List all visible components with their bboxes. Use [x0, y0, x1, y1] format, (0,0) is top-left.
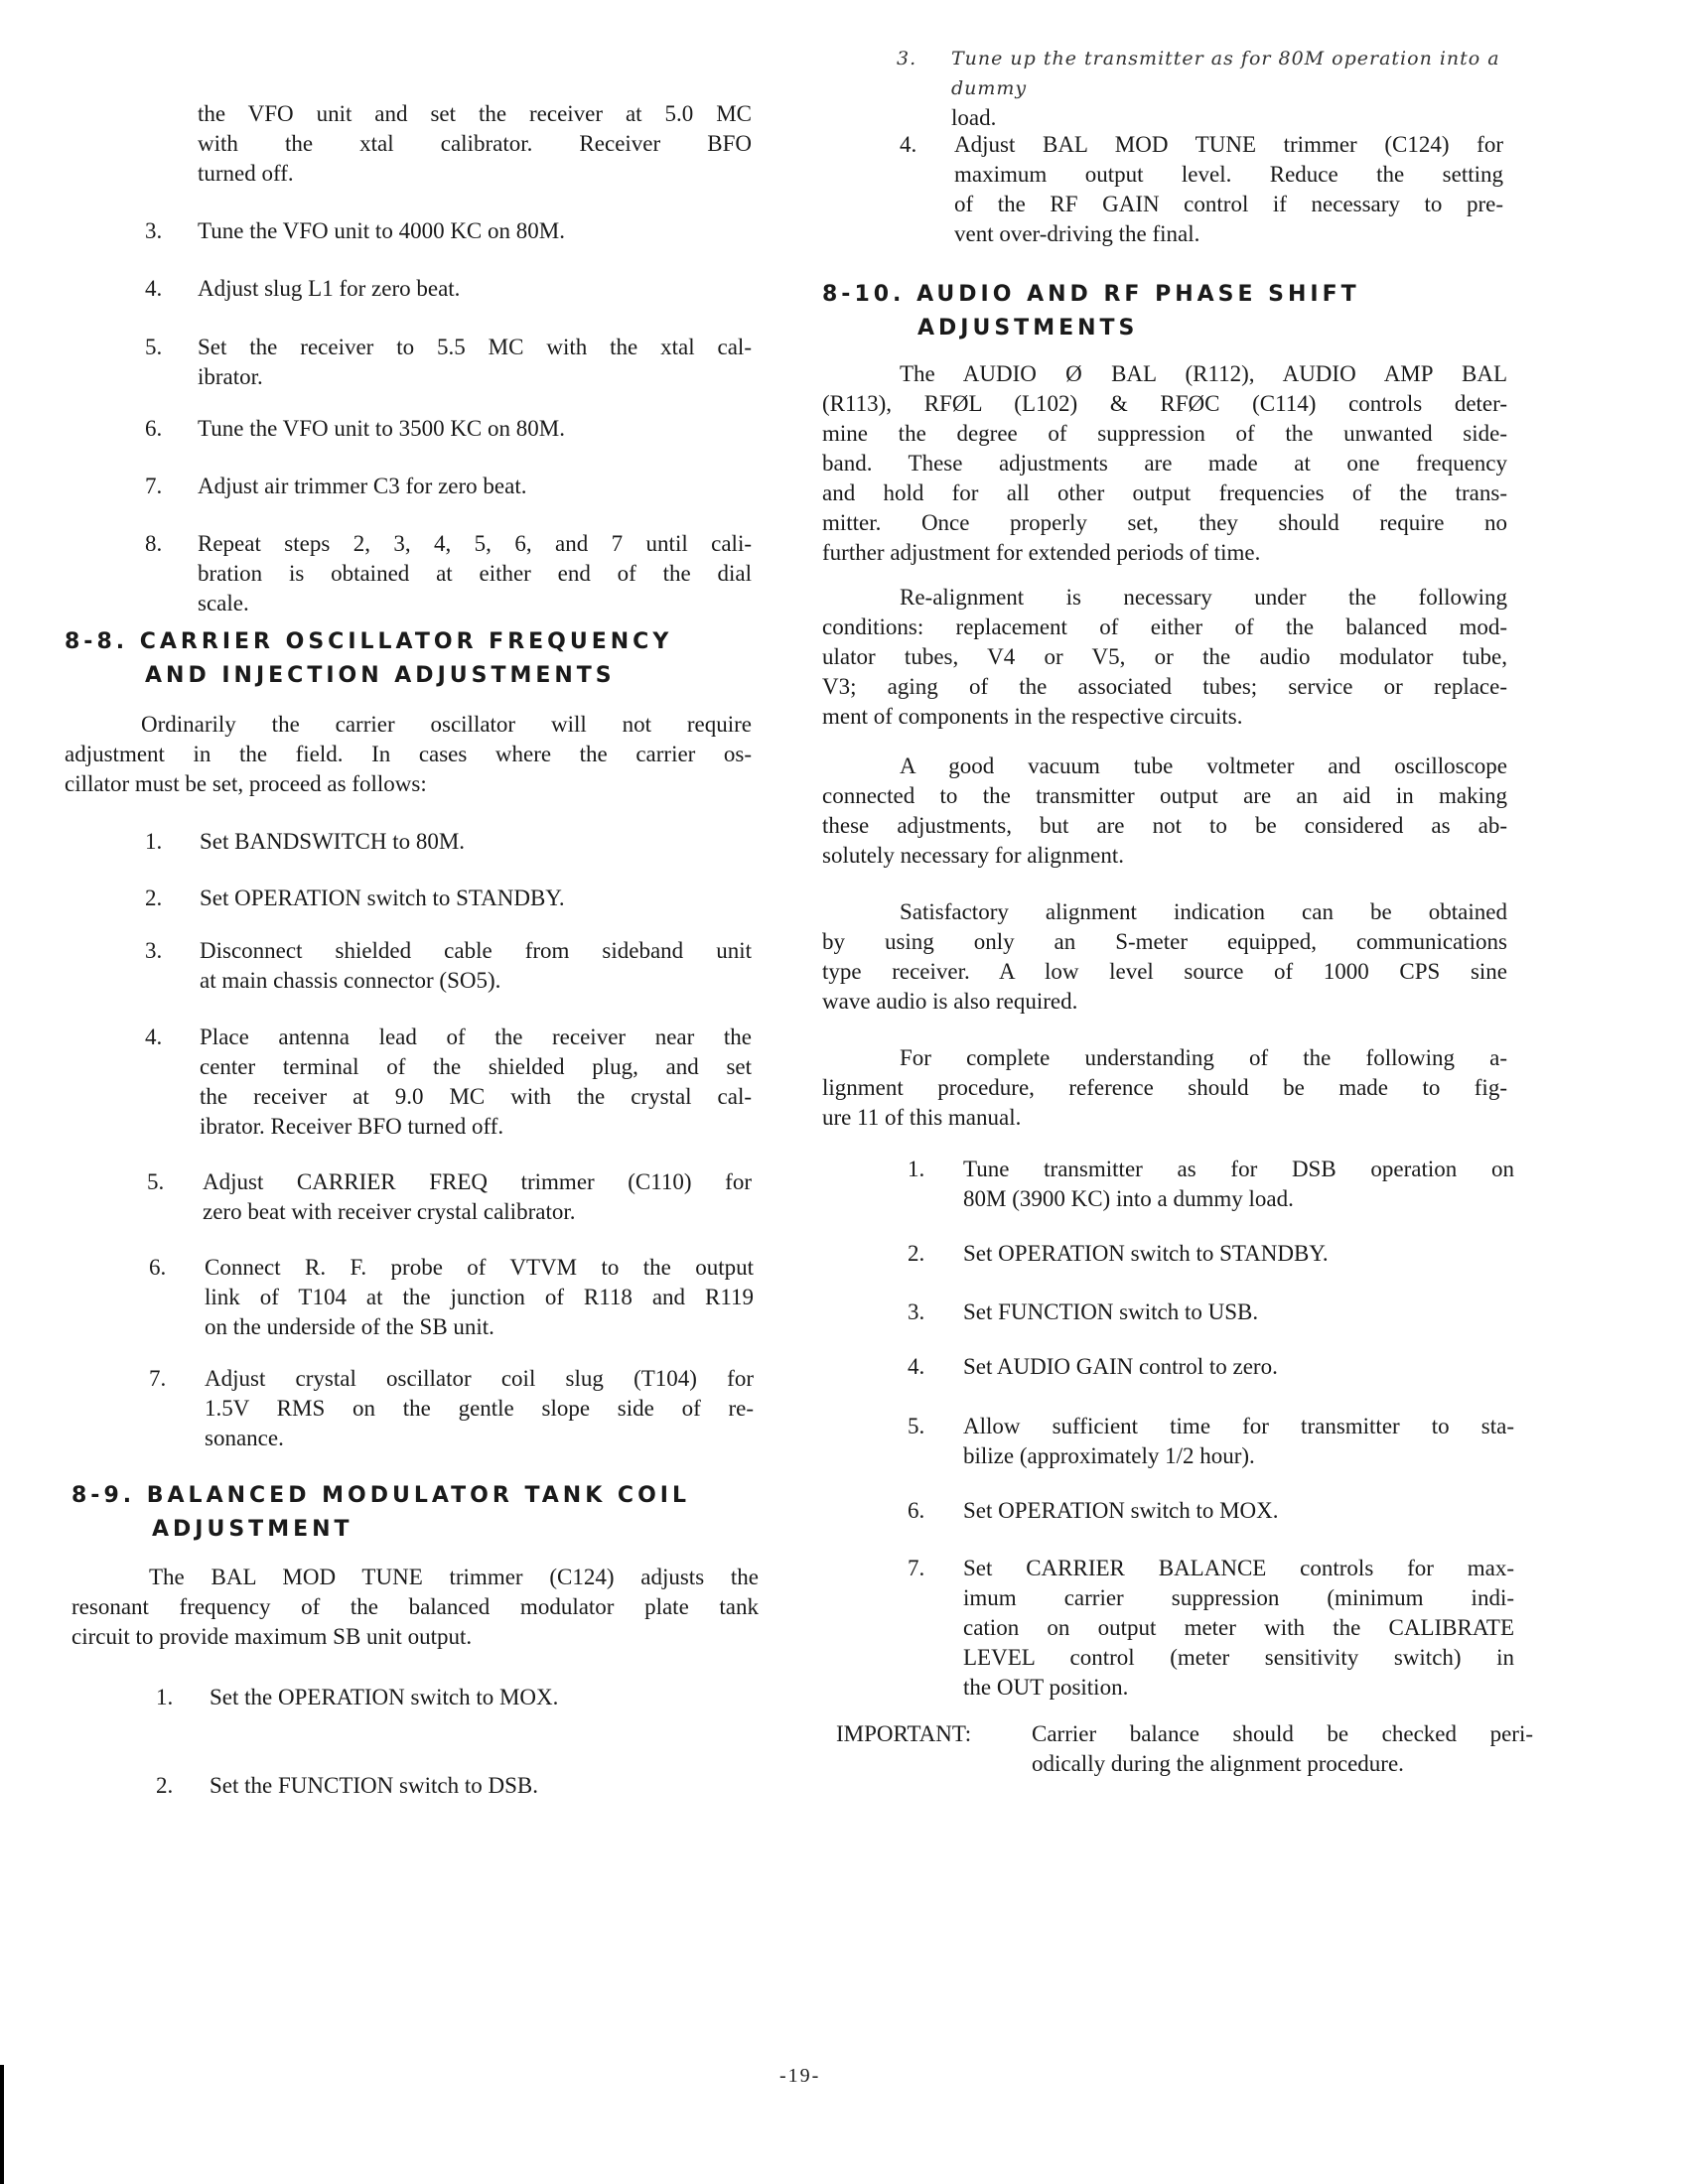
text-line: Re-alignment is necessary under the following	[900, 585, 1507, 610]
step-number: 5.	[147, 1169, 165, 1194]
step-line: load.	[951, 105, 997, 130]
heading-line: ADJUSTMENT	[152, 1517, 353, 1542]
text-line: mine the degree of suppression of the unwanted side-	[822, 421, 1507, 446]
step-text	[210, 1771, 762, 1801]
text-line: Tune transmitter as for DSB operation on	[963, 1157, 1514, 1181]
text-line: ulator tubes, V4 or V5, or the audio modulator tube,	[822, 644, 1507, 669]
step-text	[200, 1023, 752, 1142]
text-line: vent over-driving the final.	[954, 221, 1200, 246]
step-number: 7.	[145, 474, 163, 498]
step-text	[205, 1253, 754, 1342]
heading-line: 8-10. AUDIO AND RF PHASE SHIFT	[822, 282, 1360, 307]
text-line: cillator must be set, proceed as follows:	[65, 771, 427, 796]
heading-line: 8-9. BALANCED MODULATOR TANK COIL	[71, 1483, 690, 1508]
heading-line: ADJUSTMENTS	[917, 316, 1139, 341]
text-line: link of T104 at the junction of R118 and R119	[205, 1285, 754, 1309]
text-line: The AUDIO Ø BAL (R112), AUDIO AMP BAL	[900, 361, 1507, 386]
step-number: 2.	[908, 1241, 925, 1266]
text-line: the receiver at 9.0 MC with the crystal cal-	[200, 1084, 752, 1109]
step-number: 5.	[145, 335, 163, 359]
step-text	[198, 333, 752, 392]
step-number: 4.	[908, 1354, 925, 1379]
text-line: Adjust BAL MOD TUNE trimmer (C124) for	[954, 132, 1503, 157]
text-line: and hold for all other output frequencies of the trans-	[822, 480, 1507, 505]
handwritten-step-number: 3.	[897, 48, 917, 69]
paragraph	[822, 751, 1507, 871]
text-line: connected to the transmitter output are an aid in making	[822, 783, 1507, 808]
step-text	[203, 1167, 752, 1227]
important-note	[1032, 1719, 1533, 1779]
text-line: Set the receiver to 5.5 MC with the xtal cal-	[198, 335, 752, 359]
text-line: Place antenna lead of the receiver near the	[200, 1024, 752, 1049]
text-line: Set the FUNCTION switch to DSB.	[210, 1773, 538, 1798]
step-text	[954, 130, 1503, 249]
text-line: at main chassis connector (SO5).	[200, 968, 501, 993]
step-number: 1.	[156, 1685, 174, 1709]
step-number: 6.	[145, 416, 163, 441]
text-line: the VFO unit and set the receiver at 5.0 MC	[198, 101, 752, 126]
step-number: 1.	[145, 829, 163, 854]
scan-edge-mark	[0, 2065, 4, 2184]
text-line: 80M (3900 KC) into a dummy load.	[963, 1186, 1294, 1211]
text-line: type receiver. A low level source of 1000 CPS sine	[822, 959, 1507, 984]
page-number: -19-	[779, 2065, 821, 2087]
text-line: Repeat steps 2, 3, 4, 5, 6, and 7 until cali-	[198, 531, 752, 556]
step-number: 8.	[145, 531, 163, 556]
text-line: Set OPERATION switch to MOX.	[963, 1498, 1279, 1523]
text-line: Set OPERATION switch to STANDBY.	[200, 886, 565, 910]
text-line: For complete understanding of the following a-	[900, 1045, 1507, 1070]
step-text	[205, 1364, 754, 1453]
text-line: zero beat with receiver crystal calibrator.	[203, 1199, 576, 1224]
text-line: solutely necessary for alignment.	[822, 843, 1125, 868]
text-line: 1.5V RMS on the gentle slope side of re-	[205, 1396, 754, 1421]
text-line: wave audio is also required.	[822, 989, 1078, 1014]
text-line: bration is obtained at either end of the dial	[198, 561, 752, 586]
step-number: 3.	[908, 1299, 925, 1324]
paragraph	[822, 583, 1507, 732]
text-line: LEVEL control (meter sensitivity switch) in	[963, 1645, 1514, 1670]
text-line: maximum output level. Reduce the setting	[954, 162, 1503, 187]
step-text	[963, 1412, 1514, 1471]
step-number: 2.	[156, 1773, 174, 1798]
text-line: resonant frequency of the balanced modulator plate tank	[71, 1594, 759, 1619]
text-line: Adjust air trimmer C3 for zero beat.	[198, 474, 527, 498]
step-number: 4.	[145, 276, 163, 301]
step-text	[198, 414, 752, 444]
step-text	[963, 1554, 1514, 1703]
text-line: Set BANDSWITCH to 80M.	[200, 829, 466, 854]
text-line: conditions: replacement of either of the balanced mod-	[822, 614, 1507, 639]
text-line: Satisfactory alignment indication can be obtained	[900, 899, 1507, 924]
text-line: Disconnect shielded cable from sideband unit	[200, 938, 752, 963]
text-line: odically during the alignment procedure.	[1032, 1751, 1404, 1776]
step-number: 4.	[145, 1024, 163, 1049]
handwritten-step-text	[951, 44, 1507, 133]
step-number: 7.	[908, 1556, 925, 1580]
step-number: 5.	[908, 1414, 925, 1438]
text-line: these adjustments, but are not to be considered as ab-	[822, 813, 1507, 838]
text-line: Set OPERATION switch to STANDBY.	[963, 1241, 1329, 1266]
text-line: ure 11 of this manual.	[822, 1105, 1022, 1130]
text-line: scale.	[198, 591, 249, 615]
step-text	[963, 1297, 1514, 1327]
step-text	[198, 472, 752, 501]
text-line: further adjustment for extended periods of time.	[822, 540, 1261, 565]
text-line: imum carrier suppression (minimum indi-	[963, 1585, 1514, 1610]
step-number: 7.	[149, 1366, 167, 1391]
paragraph	[71, 1563, 759, 1652]
paragraph	[822, 1043, 1507, 1133]
text-line: Tune the VFO unit to 3500 KC on 80M.	[198, 416, 565, 441]
text-line: ibrator.	[198, 364, 263, 389]
text-line: Adjust slug L1 for zero beat.	[198, 276, 461, 301]
step-text	[200, 884, 752, 913]
text-line: Set FUNCTION switch to USB.	[963, 1299, 1259, 1324]
text-line: sonance.	[205, 1426, 284, 1450]
text-line: center terminal of the shielded plug, and set	[200, 1054, 752, 1079]
text-line: Carrier balance should be checked peri-	[1032, 1721, 1533, 1746]
text-line: lignment procedure, reference should be made to fig-	[822, 1075, 1507, 1100]
step-text	[963, 1155, 1514, 1214]
text-line: Allow sufficient time for transmitter to sta-	[963, 1414, 1514, 1438]
text-line: bilize (approximately 1/2 hour).	[963, 1443, 1255, 1468]
text-line: Ordinarily the carrier oscillator will not require	[141, 712, 752, 737]
step-text	[963, 1239, 1514, 1269]
step-number: 3.	[145, 938, 163, 963]
text-line: circuit to provide maximum SB unit output.	[71, 1624, 473, 1649]
step-text	[198, 274, 752, 304]
paragraph	[822, 359, 1507, 568]
text-line: (R113), RFØL (L102) & RFØC (C114) controls deter-	[822, 391, 1507, 416]
step-text	[963, 1496, 1514, 1526]
text-line: turned off.	[198, 161, 294, 186]
text-line: mitter. Once properly set, they should require no	[822, 510, 1507, 535]
text-line: ment of components in the respective circuits.	[822, 704, 1243, 729]
heading-line: AND INJECTION ADJUSTMENTS	[145, 663, 616, 688]
heading-line: 8-8. CARRIER OSCILLATOR FREQUENCY	[65, 629, 673, 654]
text-line: cation on output meter with the CALIBRATE	[963, 1615, 1514, 1640]
handwritten-line: Tune up the transmitter as for 80M operation into a dummy	[951, 48, 1500, 99]
text-line: of the RF GAIN control if necessary to pre-	[954, 192, 1503, 216]
text-line: Set the OPERATION switch to MOX.	[210, 1685, 559, 1709]
text-line: A good vacuum tube voltmeter and oscilloscope	[900, 753, 1507, 778]
paragraph	[822, 897, 1507, 1017]
text-line: ibrator. Receiver BFO turned off.	[200, 1114, 504, 1139]
step-number: 1.	[908, 1157, 925, 1181]
step-number: 4.	[900, 132, 917, 157]
step-number: 3.	[145, 218, 163, 243]
step-text	[200, 936, 752, 996]
step-number: 2.	[145, 886, 163, 910]
text-line: V3; aging of the associated tubes; service or replace-	[822, 674, 1507, 699]
paragraph	[65, 710, 752, 799]
continuation-text	[198, 99, 752, 189]
text-line: Set AUDIO GAIN control to zero.	[963, 1354, 1278, 1379]
section-heading-8-10	[822, 278, 1360, 345]
text-line: Set CARRIER BALANCE controls for max-	[963, 1556, 1514, 1580]
step-text	[210, 1683, 762, 1712]
step-text	[200, 827, 752, 857]
text-line: on the underside of the SB unit.	[205, 1314, 494, 1339]
text-line: by using only an S-meter equipped, communications	[822, 929, 1507, 954]
text-line: with the xtal calibrator. Receiver BFO	[198, 131, 752, 156]
text-line: Tune the VFO unit to 4000 KC on 80M.	[198, 218, 565, 243]
section-heading-8-8	[65, 625, 672, 693]
important-label: IMPORTANT:	[836, 1721, 972, 1746]
step-number: 6.	[149, 1255, 167, 1280]
text-line: Adjust crystal oscillator coil slug (T104) for	[205, 1366, 754, 1391]
text-line: The BAL MOD TUNE trimmer (C124) adjusts the	[149, 1565, 759, 1589]
step-text	[198, 529, 752, 618]
step-text	[963, 1352, 1514, 1382]
text-line: adjustment in the field. In cases where the carrier os-	[65, 742, 752, 766]
step-text	[198, 216, 752, 246]
text-line: band. These adjustments are made at one frequency	[822, 451, 1507, 476]
section-heading-8-9	[71, 1479, 690, 1547]
text-line: the OUT position.	[963, 1675, 1129, 1700]
text-line: Adjust CARRIER FREQ trimmer (C110) for	[203, 1169, 752, 1194]
step-number: 6.	[908, 1498, 925, 1523]
text-line: Connect R. F. probe of VTVM to the output	[205, 1255, 754, 1280]
